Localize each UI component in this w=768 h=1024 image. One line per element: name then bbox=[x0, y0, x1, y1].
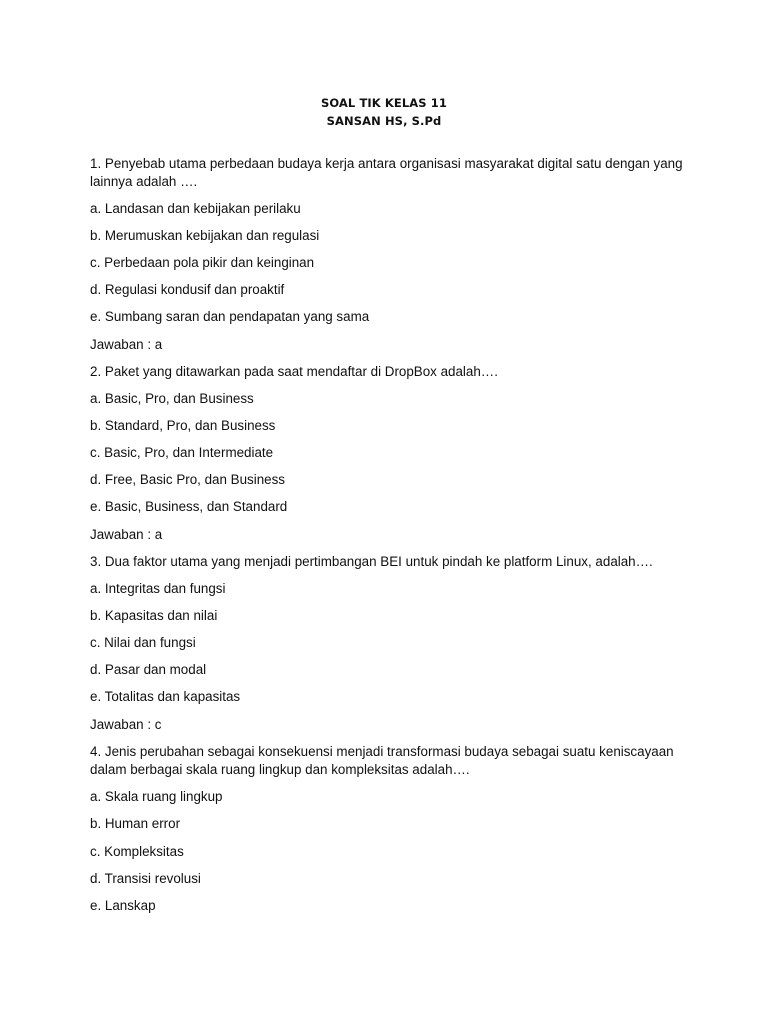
question-2-text-line-1: 2. Paket yang ditawarkan pada saat mendaftar di DropBox adalah…. bbox=[90, 364, 498, 379]
question-4-text-line-1: 4. Jenis perubahan sebagai konsekuensi menjadi transformasi budaya sebagai suatu keniscayaan bbox=[90, 744, 674, 759]
question-1-option-a: a. Landasan dan kebijakan perilaku bbox=[90, 201, 301, 216]
question-1-option-b: b. Merumuskan kebijakan dan regulasi bbox=[90, 228, 320, 243]
question-3-option-e: e. Totalitas dan kapasitas bbox=[90, 689, 241, 704]
question-4-text-line-2: dalam berbagai skala ruang lingkup dan kompleksitas adalah…. bbox=[90, 762, 470, 777]
question-4-option-b: b. Human error bbox=[90, 816, 181, 831]
document-title: SOAL TIK KELAS 11 bbox=[320, 96, 447, 110]
question-1-text-line-2: lainnya adalah …. bbox=[90, 174, 198, 189]
question-3-option-b: b. Kapasitas dan nilai bbox=[90, 608, 218, 623]
question-3-option-a: a. Integritas dan fungsi bbox=[90, 581, 226, 596]
question-1-option-e: e. Sumbang saran dan pendapatan yang sama bbox=[90, 309, 370, 324]
question-4-option-c: c. Kompleksitas bbox=[90, 844, 184, 859]
question-1-text-line-1: 1. Penyebab utama perbedaan budaya kerja antara organisasi masyarakat digital satu dengan yang bbox=[90, 156, 683, 171]
question-3-option-c: c. Nilai dan fungsi bbox=[90, 635, 196, 650]
question-2-option-a: a. Basic, Pro, dan Business bbox=[90, 391, 254, 406]
document-header bbox=[0, 94, 768, 130]
question-1-option-c: c. Perbedaan pola pikir dan keinginan bbox=[90, 255, 315, 270]
question-3-text-line-1: 3. Dua faktor utama yang menjadi pertimbangan BEI untuk pindah ke platform Linux, adalah…. bbox=[90, 554, 653, 569]
question-4-option-e: e. Lanskap bbox=[90, 898, 156, 913]
question-3-answer: Jawaban : c bbox=[90, 717, 162, 732]
question-2-option-d: d. Free, Basic Pro, dan Business bbox=[90, 472, 286, 487]
question-1-option-d: d. Regulasi kondusif dan proaktif bbox=[90, 282, 285, 297]
question-4-option-a: a. Skala ruang lingkup bbox=[90, 789, 223, 804]
question-2-option-c: c. Basic, Pro, dan Intermediate bbox=[90, 445, 274, 460]
document-author: SANSAN HS, S.Pd bbox=[326, 114, 442, 128]
question-4-option-d: d. Transisi revolusi bbox=[90, 871, 201, 886]
question-2-option-b: b. Standard, Pro, dan Business bbox=[90, 418, 276, 433]
question-2-answer: Jawaban : a bbox=[90, 527, 163, 542]
question-1-answer: Jawaban : a bbox=[90, 337, 163, 352]
question-3-option-d: d. Pasar dan modal bbox=[90, 662, 207, 677]
question-2-option-e: e. Basic, Business, dan Standard bbox=[90, 499, 288, 514]
